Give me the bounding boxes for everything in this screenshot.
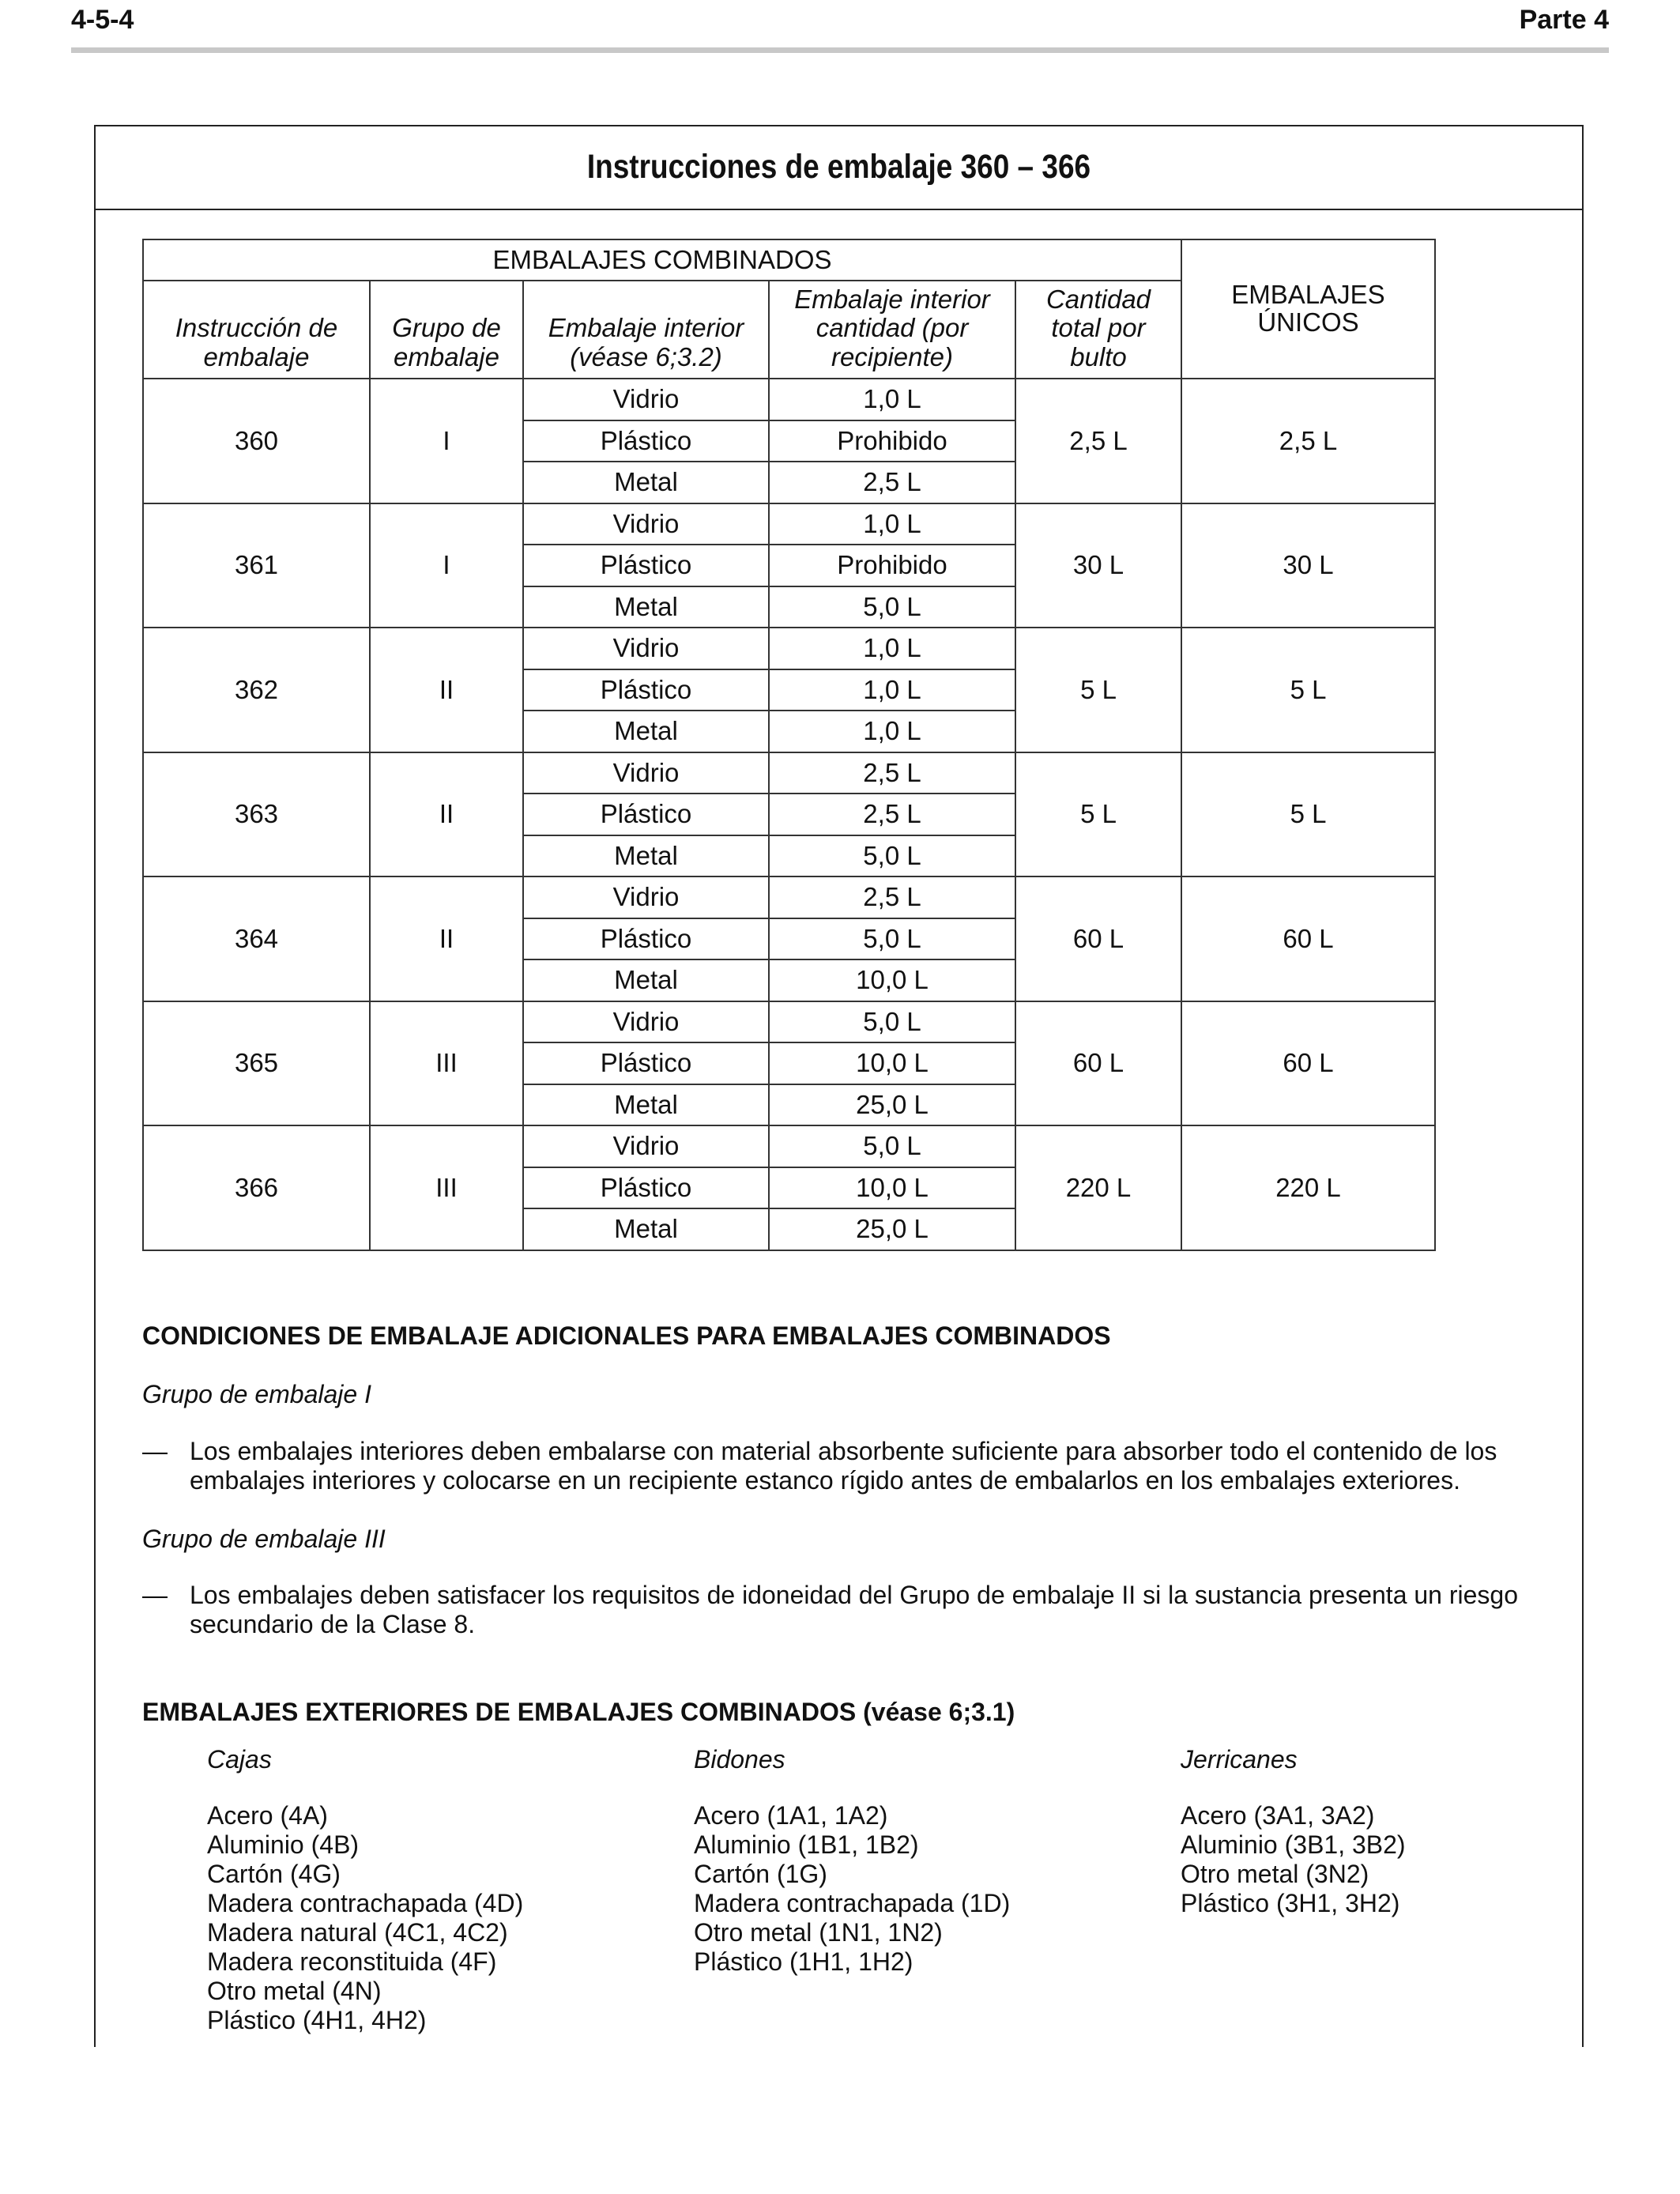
inner-qty-cell: Prohibido bbox=[769, 420, 1015, 462]
inner-material-cell: Plástico bbox=[523, 918, 769, 960]
inner-material-cell: Metal bbox=[523, 835, 769, 877]
group-cell: III bbox=[370, 1125, 523, 1250]
outer-column-bidones bbox=[694, 1745, 1010, 1977]
inner-material-cell: Metal bbox=[523, 586, 769, 628]
inner-material-cell: Vidrio bbox=[523, 628, 769, 669]
inner-material-cell: Vidrio bbox=[523, 752, 769, 794]
inner-qty-cell: 10,0 L bbox=[769, 1042, 1015, 1084]
group3-label: Grupo de embalaje III bbox=[142, 1525, 386, 1553]
inner-qty-cell: 10,0 L bbox=[769, 1167, 1015, 1209]
total-cell: 60 L bbox=[1015, 1001, 1181, 1126]
table-row bbox=[143, 1125, 1435, 1167]
inner-qty-cell: 25,0 L bbox=[769, 1084, 1015, 1126]
list-item: Otro metal (4N) bbox=[207, 1977, 382, 2005]
inner-qty-cell: 1,0 L bbox=[769, 711, 1015, 752]
inner-material-cell: Plástico bbox=[523, 669, 769, 711]
total-cell: 220 L bbox=[1015, 1125, 1181, 1250]
group3-bullet bbox=[142, 1581, 1541, 1639]
inner-qty-cell: 5,0 L bbox=[769, 918, 1015, 960]
outer-column-title: Jerricanes bbox=[1181, 1745, 1298, 1774]
inner-qty-cell: 25,0 L bbox=[769, 1208, 1015, 1250]
list-item: Plástico (1H1, 1H2) bbox=[694, 1947, 913, 1976]
page-title: Instrucciones de embalaje 360 – 366 bbox=[586, 147, 1091, 186]
table-row bbox=[143, 1001, 1435, 1043]
instruction-cell: 360 bbox=[143, 379, 370, 503]
inner-material-cell: Metal bbox=[523, 711, 769, 752]
inner-material-cell: Plástico bbox=[523, 1167, 769, 1209]
inner-qty-cell: 5,0 L bbox=[769, 586, 1015, 628]
inner-material-cell: Plástico bbox=[523, 420, 769, 462]
total-cell: 5 L bbox=[1015, 628, 1181, 752]
list-item: Plástico (4H1, 4H2) bbox=[207, 2006, 427, 2034]
inner-material-cell: Vidrio bbox=[523, 1001, 769, 1043]
inner-qty-cell: 5,0 L bbox=[769, 1001, 1015, 1043]
inner-material-cell: Plástico bbox=[523, 794, 769, 835]
list-item: Madera reconstituida (4F) bbox=[207, 1947, 497, 1976]
conditions-heading: CONDICIONES DE EMBALAJE ADICIONALES PARA EMBALAJES COMBINADOS bbox=[142, 1321, 1111, 1350]
inner-material-cell: Metal bbox=[523, 959, 769, 1001]
list-item: Plástico (3H1, 3H2) bbox=[1181, 1889, 1400, 1917]
part-label: Parte 4 bbox=[1519, 5, 1609, 35]
single-header: EMBALAJES ÚNICOS bbox=[1181, 239, 1435, 379]
combined-header: EMBALAJES COMBINADOS bbox=[143, 239, 1181, 281]
list-item: Madera natural (4C1, 4C2) bbox=[207, 1918, 508, 1947]
single-cell: 30 L bbox=[1181, 503, 1435, 628]
outer-column-title: Cajas bbox=[207, 1745, 272, 1774]
single-cell: 220 L bbox=[1181, 1125, 1435, 1250]
inner-material-cell: Vidrio bbox=[523, 1125, 769, 1167]
single-cell: 60 L bbox=[1181, 876, 1435, 1001]
outer-column-title: Bidones bbox=[694, 1745, 785, 1774]
col-instruction-header: Instrucción de embalaje bbox=[143, 281, 370, 379]
single-cell: 5 L bbox=[1181, 752, 1435, 877]
instruction-cell: 366 bbox=[143, 1125, 370, 1250]
instruction-cell: 365 bbox=[143, 1001, 370, 1126]
list-item: Madera contrachapada (1D) bbox=[694, 1889, 1011, 1917]
list-item: Acero (1A1, 1A2) bbox=[694, 1801, 888, 1830]
group-cell: I bbox=[370, 379, 523, 503]
table-row bbox=[143, 876, 1435, 918]
total-cell: 5 L bbox=[1015, 752, 1181, 877]
list-item: Aluminio (4B) bbox=[207, 1830, 360, 1859]
inner-qty-cell: 2,5 L bbox=[769, 752, 1015, 794]
instruction-cell: 361 bbox=[143, 503, 370, 628]
inner-qty-cell: Prohibido bbox=[769, 545, 1015, 586]
inner-material-cell: Vidrio bbox=[523, 876, 769, 918]
list-item: Otro metal (1N1, 1N2) bbox=[694, 1918, 943, 1947]
single-cell: 2,5 L bbox=[1181, 379, 1435, 503]
instruction-cell: 362 bbox=[143, 628, 370, 752]
inner-material-cell: Metal bbox=[523, 1084, 769, 1126]
table-row bbox=[143, 752, 1435, 794]
instruction-cell: 363 bbox=[143, 752, 370, 877]
inner-qty-cell: 1,0 L bbox=[769, 379, 1015, 420]
inner-qty-cell: 2,5 L bbox=[769, 462, 1015, 503]
inner-qty-cell: 1,0 L bbox=[769, 503, 1015, 545]
col-total-header: Cantidad total por bulto bbox=[1015, 281, 1181, 379]
inner-qty-cell: 10,0 L bbox=[769, 959, 1015, 1001]
group-cell: II bbox=[370, 752, 523, 877]
inner-qty-cell: 5,0 L bbox=[769, 1125, 1015, 1167]
frame-left-border bbox=[94, 125, 96, 2047]
inner-qty-cell: 2,5 L bbox=[769, 794, 1015, 835]
group-cell: II bbox=[370, 628, 523, 752]
inner-qty-cell: 1,0 L bbox=[769, 628, 1015, 669]
bullet-dash: — bbox=[142, 1581, 168, 1609]
title-band bbox=[94, 125, 1584, 210]
outer-column-cajas bbox=[207, 1745, 523, 2035]
group-cell: II bbox=[370, 876, 523, 1001]
col-qty-header: Embalaje interior cantidad (por recipiente) bbox=[769, 281, 1015, 379]
inner-qty-cell: 1,0 L bbox=[769, 669, 1015, 711]
table-row bbox=[143, 503, 1435, 545]
header-rule bbox=[71, 47, 1609, 53]
group-cell: I bbox=[370, 503, 523, 628]
inner-material-cell: Plástico bbox=[523, 1042, 769, 1084]
single-cell: 60 L bbox=[1181, 1001, 1435, 1126]
total-cell: 2,5 L bbox=[1015, 379, 1181, 503]
list-item: Aluminio (1B1, 1B2) bbox=[694, 1830, 919, 1859]
group3-text: Los embalajes deben satisfacer los requisitos de idoneidad del Grupo de embalaje II si la sustancia presenta un riesgo secundario de la Clase 8. bbox=[190, 1581, 1519, 1638]
list-item: Aluminio (3B1, 3B2) bbox=[1181, 1830, 1406, 1859]
list-item: Cartón (4G) bbox=[207, 1860, 341, 1888]
list-item: Cartón (1G) bbox=[694, 1860, 827, 1888]
instruction-cell: 364 bbox=[143, 876, 370, 1001]
outer-heading: EMBALAJES EXTERIORES DE EMBALAJES COMBINADOS (véase 6;3.1) bbox=[142, 1698, 1015, 1726]
table-row bbox=[143, 379, 1435, 420]
single-cell: 5 L bbox=[1181, 628, 1435, 752]
frame-right-border bbox=[1582, 125, 1584, 2047]
group-cell: III bbox=[370, 1001, 523, 1126]
inner-material-cell: Vidrio bbox=[523, 379, 769, 420]
packing-table bbox=[142, 239, 1436, 1251]
outer-column-jerricanes bbox=[1181, 1745, 1406, 1918]
bullet-dash: — bbox=[142, 1437, 168, 1465]
inner-qty-cell: 5,0 L bbox=[769, 835, 1015, 877]
inner-qty-cell: 2,5 L bbox=[769, 876, 1015, 918]
inner-material-cell: Metal bbox=[523, 1208, 769, 1250]
list-item: Acero (4A) bbox=[207, 1801, 328, 1830]
list-item: Madera contrachapada (4D) bbox=[207, 1889, 524, 1917]
inner-material-cell: Plástico bbox=[523, 545, 769, 586]
group1-text: Los embalajes interiores deben embalarse con material absorbente suficiente para absorber todo el contenido de los embalajes interiores y colocarse en un recipiente estanco rígido antes de embalarlos en los embalajes exteriores. bbox=[190, 1437, 1497, 1495]
col-inner-header: Embalaje interior (véase 6;3.2) bbox=[523, 281, 769, 379]
page-number: 4-5-4 bbox=[71, 5, 134, 35]
group1-label: Grupo de embalaje I bbox=[142, 1380, 371, 1408]
list-item: Otro metal (3N2) bbox=[1181, 1860, 1369, 1888]
group1-bullet bbox=[142, 1437, 1541, 1495]
inner-material-cell: Metal bbox=[523, 462, 769, 503]
inner-material-cell: Vidrio bbox=[523, 503, 769, 545]
table-row bbox=[143, 628, 1435, 669]
total-cell: 30 L bbox=[1015, 503, 1181, 628]
col-group-header: Grupo de embalaje bbox=[370, 281, 523, 379]
list-item: Acero (3A1, 3A2) bbox=[1181, 1801, 1375, 1830]
total-cell: 60 L bbox=[1015, 876, 1181, 1001]
